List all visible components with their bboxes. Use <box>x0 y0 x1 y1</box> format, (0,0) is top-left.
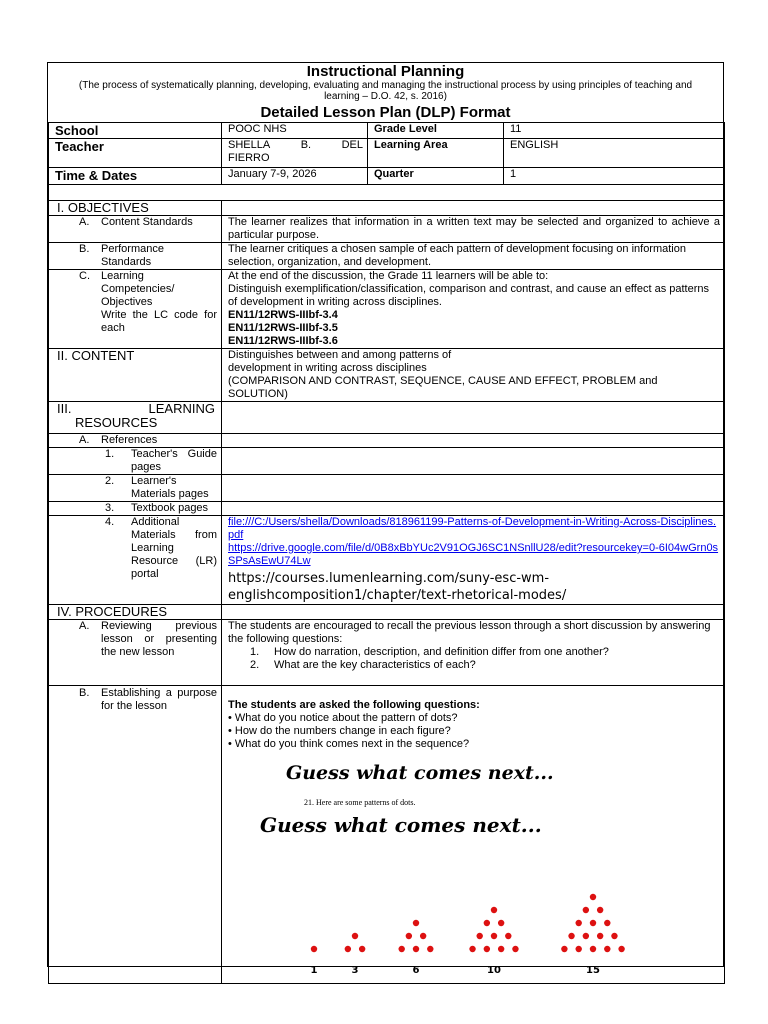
page-subtitle: (The process of systematically planning, developing, evaluating and managing the instructional process by using principles of teaching and learning – D.O. 42, s. 2016) <box>78 80 693 102</box>
teachers-guide-label: 1. Teacher's Guide pages <box>105 448 217 473</box>
content-standards-label: A. Content Standards <box>79 216 193 228</box>
lesson-plan-table <box>48 122 725 984</box>
establishing-purpose-label: B. Establishing a purpose for the lesson <box>79 687 217 712</box>
pattern-dot <box>498 946 504 952</box>
pattern-dot <box>406 933 412 939</box>
additional-materials-row <box>49 516 725 605</box>
empty-cell <box>222 605 725 620</box>
empty-cell <box>222 448 725 475</box>
format-title: Detailed Lesson Plan (DLP) Format <box>260 104 511 121</box>
content-heading: II. CONTENT <box>49 349 222 402</box>
quarter-value: 1 <box>504 168 725 185</box>
resources-heading-row <box>49 402 725 434</box>
content-standards-text: The learner realizes that information in a written text may be selected and organized to achieve a particular purpose. <box>222 216 725 243</box>
pattern-dot <box>576 946 582 952</box>
list-item: 1. How do narration, description, and definition differ from one another? <box>250 646 609 658</box>
learners-materials-row <box>49 475 725 502</box>
competencies-label: C. Learning Competencies/ Objectives Write the LC code for each <box>79 270 217 334</box>
empty-cell <box>222 502 725 516</box>
pattern-dot <box>505 933 511 939</box>
pattern-dot <box>604 946 610 952</box>
pattern-dot <box>345 946 351 952</box>
textbook-label: 3. Textbook pages <box>105 502 209 514</box>
objectives-heading: I. OBJECTIVES <box>49 201 222 216</box>
dot-patterns-svg <box>288 866 648 986</box>
reviewing-label: A. Reviewing previous lesson or presenting the new lesson <box>79 620 217 658</box>
pattern-dot <box>311 946 317 952</box>
pattern-dot <box>359 946 365 952</box>
teacher-value <box>222 139 368 168</box>
content-text: Distinguishes between and among patterns of development in writing across disciplines (COMPARISON AND CONTRAST, SEQUENCE, CAUSE AND EFFECT, PROBLEM and SOLUTION) <box>222 349 725 402</box>
procedures-heading-row <box>49 605 725 620</box>
area-label: Learning Area <box>368 139 504 168</box>
pattern-count-label: 10 <box>487 965 501 976</box>
content-standards-row <box>49 216 725 243</box>
pattern-dot <box>590 920 596 926</box>
procedures-heading: IV. PROCEDURES <box>49 605 222 620</box>
pattern-dot <box>597 907 603 913</box>
empty-cell <box>222 475 725 502</box>
info-row-school <box>49 123 725 139</box>
lc-code: EN11/12RWS-IIIbf-3.6 <box>228 335 338 347</box>
pattern-dot <box>469 946 475 952</box>
references-row <box>49 434 725 448</box>
lc-code: EN11/12RWS-IIIbf-3.4 <box>228 309 338 321</box>
performance-standards-row <box>49 243 725 270</box>
school-label: School <box>49 123 222 139</box>
pattern-dot <box>512 946 518 952</box>
pattern-dot <box>399 946 405 952</box>
resource-link[interactable]: file:///C:/Users/shella/Downloads/818961199-Patterns-of-Development-in-Writing-Across-Disciplines.pdf <box>228 516 717 541</box>
empty-cell <box>222 434 725 448</box>
review-questions <box>228 646 720 672</box>
pattern-dot <box>604 920 610 926</box>
school-value: POOC NHS <box>222 123 368 139</box>
pattern-dot <box>498 920 504 926</box>
pattern-dot <box>583 933 589 939</box>
resources-heading: III. LEARNING RESOURCES <box>49 402 222 434</box>
teacher-name-part: B. <box>300 139 312 151</box>
document-header <box>48 63 723 122</box>
textbook-row <box>49 502 725 516</box>
pattern-dot <box>611 933 617 939</box>
pattern-dot <box>352 933 358 939</box>
lc-code: EN11/12RWS-IIIbf-3.5 <box>228 322 338 334</box>
performance-standards-text: The learner critiques a chosen sample of each pattern of development focusing on information selection, organization, and development. <box>222 243 725 270</box>
page-title: Instructional Planning <box>306 63 465 80</box>
pattern-dot <box>618 946 624 952</box>
pattern-count-label: 3 <box>351 965 359 976</box>
info-row-time <box>49 168 725 185</box>
image-caption: 21. Here are some patterns of dots. <box>304 798 416 807</box>
pattern-count-label: 15 <box>586 965 600 976</box>
references-label: A. References <box>79 434 158 446</box>
dot-pattern-image <box>228 751 720 976</box>
grade-label: Grade Level <box>368 123 504 139</box>
pattern-dot <box>583 907 589 913</box>
spacer-row <box>49 185 725 201</box>
pattern-dot <box>420 933 426 939</box>
teacher-name-line <box>228 139 363 152</box>
pattern-count-label: 1 <box>310 965 318 976</box>
pattern-dot <box>576 920 582 926</box>
content-row <box>49 349 725 402</box>
image-title: Guess what comes next... <box>286 762 554 784</box>
pattern-dot <box>491 933 497 939</box>
additional-materials-label: 4. Additional Materials from Learning Resource (LR) portal <box>105 516 217 580</box>
grade-value: 11 <box>504 123 725 139</box>
teachers-guide-row <box>49 448 725 475</box>
teacher-label: Teacher <box>49 139 222 168</box>
teacher-name-part: SHELLA <box>228 139 271 151</box>
area-value: ENGLISH <box>504 139 725 168</box>
list-item: • What do you think comes next in the sequence? <box>228 738 470 750</box>
objectives-heading-row <box>49 201 725 216</box>
pattern-dot <box>561 946 567 952</box>
establishing-purpose-row <box>49 686 725 984</box>
establishing-purpose-text: The students are asked the following questions: • What do you notice about the pattern of dots? • How do the numbers change in each figure? • What do you think comes next in the sequence? Guess what comes next... 21. Here are some patterns of dots. Guess what comes next... 1 3 6 10 15 <box>222 686 725 984</box>
reviewing-row <box>49 620 725 686</box>
time-label: Time & Dates <box>49 168 222 185</box>
pattern-dot <box>413 920 419 926</box>
pattern-dot <box>427 946 433 952</box>
reviewing-text: The students are encouraged to recall the previous lesson through a short discussion by answering the following questions: 1. How do narration, description, and definition differ from one another? 2. What are the key characteristics of each? <box>222 620 725 686</box>
pattern-dot <box>484 920 490 926</box>
competencies-row <box>49 270 725 349</box>
pattern-dot <box>590 894 596 900</box>
resource-url: https://courses.lumenlearning.com/suny-esc-wm-englishcomposition1/chapter/text-rhetorical-modes/ <box>228 571 567 603</box>
pattern-count-label: 6 <box>412 965 420 976</box>
info-row-teacher <box>49 139 725 168</box>
pattern-dot <box>484 946 490 952</box>
pattern-dot <box>590 946 596 952</box>
pattern-dot <box>597 933 603 939</box>
competencies-text: At the end of the discussion, the Grade 11 learners will be able to: Distinguish exemplification/classification, comparison and contrast, and cause an effect as patterns of development in writing across disciplines. EN11/12RWS-IIIbf-3.4 EN11/12RWS-IIIbf-3.5 EN11/12RWS-IIIbf-3.6 <box>222 270 725 349</box>
teacher-name-part: DEL <box>341 139 363 151</box>
pattern-dot <box>568 933 574 939</box>
list-item: • What do you notice about the pattern of dots? <box>228 712 458 724</box>
pattern-dot <box>413 946 419 952</box>
learners-materials-label: 2. Learner's Materials pages <box>105 475 209 500</box>
performance-standards-label: B. Performance Standards <box>79 243 164 268</box>
empty-cell <box>222 201 725 216</box>
list-item: 2. What are the key characteristics of each? <box>250 659 476 671</box>
additional-materials-links <box>222 516 725 605</box>
resource-link[interactable]: https://drive.google.com/file/d/0B8xBbYUc2V91OGJ6SC1NSnllU28/edit?resourcekey=0-6I04wGrn0sSPsAsEwU74Lw <box>228 542 719 567</box>
pattern-dot <box>491 907 497 913</box>
lesson-plan-page <box>47 62 724 976</box>
teacher-name-part: FIERRO <box>228 152 270 164</box>
pattern-dot <box>477 933 483 939</box>
image-title: Guess what comes next... <box>260 813 542 837</box>
empty-cell <box>222 402 725 434</box>
list-item: • How do the numbers change in each figure? <box>228 725 451 737</box>
time-value: January 7-9, 2026 <box>222 168 368 185</box>
spacer-cell <box>49 185 725 201</box>
quarter-label: Quarter <box>368 168 504 185</box>
